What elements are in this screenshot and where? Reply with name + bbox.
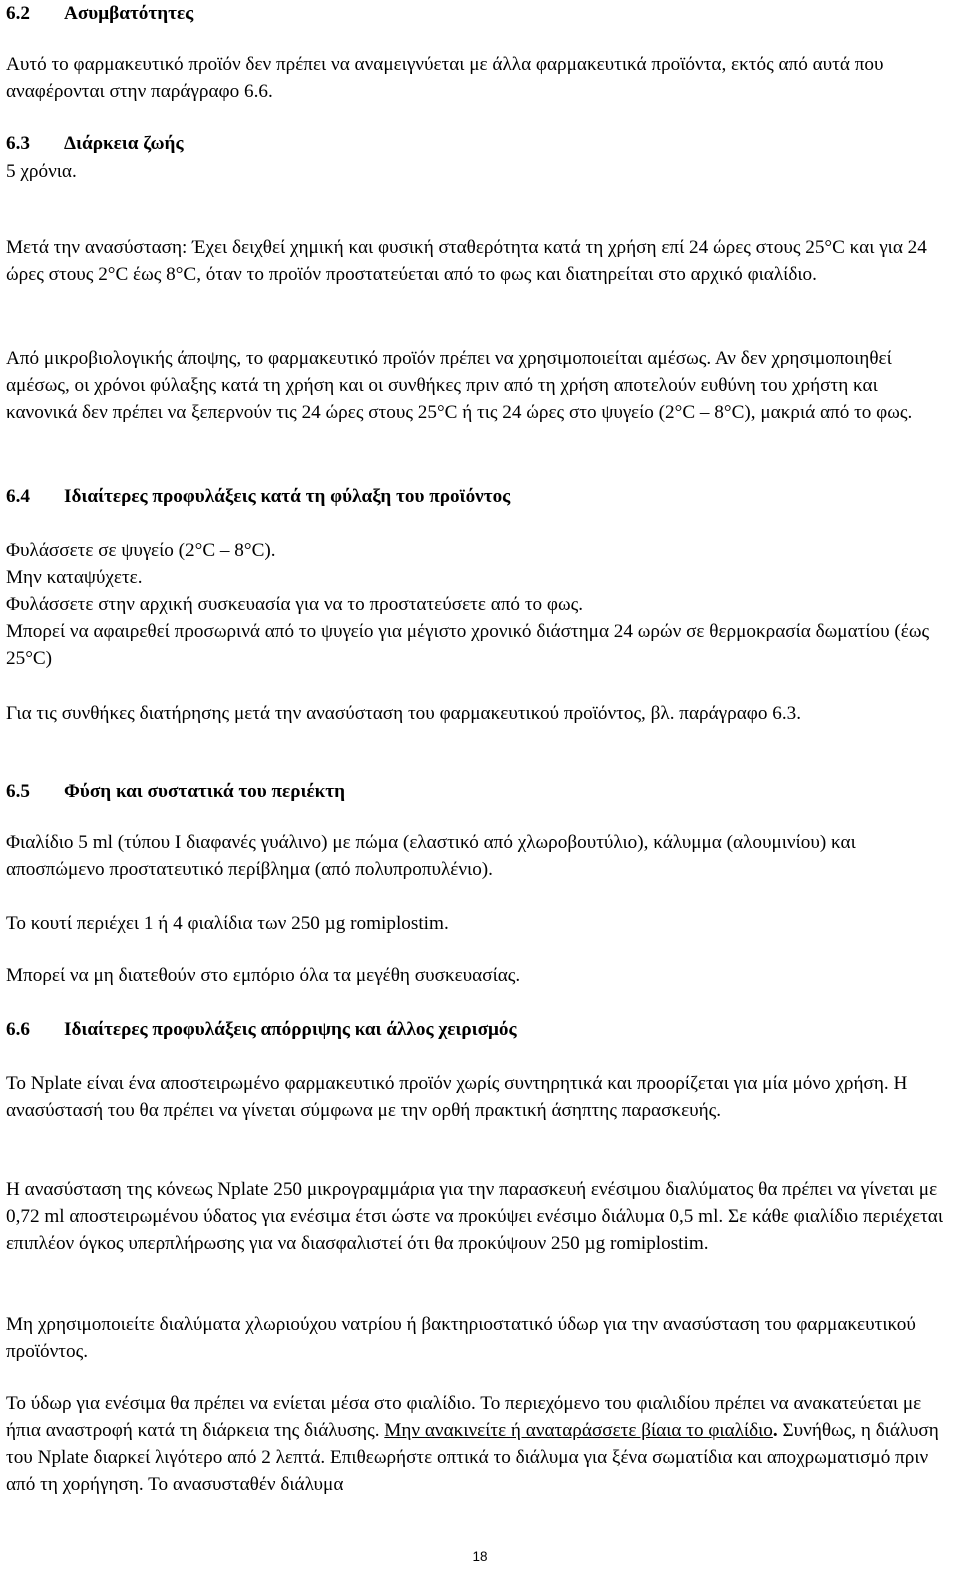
paragraph: Μπορεί να μη διατεθούν στο εμπόριο όλα τα μεγέθη συσκευασίας.	[6, 965, 521, 986]
section-heading-6-6	[6, 1016, 951, 1043]
paragraph: Το Nplate είναι ένα αποστειρωμένο φαρμακευτικό προϊόν χωρίς συντηρητικά και προορίζεται για μία μόνο χρήση. Η ανασύστασή του θα πρέπει να γίνεται σύμφωνα με την ορθή πρακτική άσηπτης παρασκευής.	[6, 1073, 908, 1121]
section-title: Ασυμβατότητες	[64, 3, 194, 24]
paragraph: Αυτό το φαρμακευτικό προϊόν δεν πρέπει να αναμειγνύεται με άλλα φαρμακευτικά προϊόντα, εκτός από αυτά που αναφέρονται στην παράγραφο 6.6.	[6, 54, 884, 102]
section-title: Διάρκεια ζωής	[64, 133, 184, 154]
page-number: 18	[472, 1549, 488, 1564]
section-title: Ιδιαίτερες προφυλάξεις κατά τη φύλαξη του προϊόντος	[64, 486, 511, 507]
text-run: Το ύδωρ για ενέσιμα θα πρέπει να ενίεται μέσα στο φιαλίδιο. Το περιεχόμενο του φιαλιδίου πρέπει να ανακατεύεται με ήπια αναστροφή κατά τη διάρκεια της διάλυσης.	[6, 1393, 922, 1441]
storage-instructions	[6, 537, 951, 672]
instruction-line: Μπορεί να αφαιρεθεί προσωρινά από το ψυγείο για μέγιστο χρονικό διάστημα 24 ωρών σε θερμοκρασία δωματίου (έως 25°C)	[6, 621, 930, 669]
section-number: 6.5	[6, 781, 30, 802]
paragraph: Φιαλίδιο 5 ml (τύπου I διαφανές γυάλινο) με πώμα (ελαστικό από χλωροβουτύλιο), κάλυμμα (αλουμινίου) και αποσπώμενο προστατευτικό περίβλημα (από πολυπροπυλένιο).	[6, 832, 856, 880]
section-heading-6-2	[6, 0, 951, 27]
paragraph: Μη χρησιμοποιείτε διαλύματα χλωριούχου νατρίου ή βακτηριοστατικό ύδωρ για την ανασύσταση του φαρμακευτικού προϊόντος.	[6, 1314, 916, 1362]
text-run: .	[772, 1420, 778, 1441]
section-number: 6.6	[6, 1019, 30, 1040]
underlined-warning: Μην ανακινείτε ή αναταράσσετε βίαια το φιαλίδιο	[384, 1420, 773, 1441]
instruction-line: Φυλάσσετε σε ψυγείο (2°C – 8°C).	[6, 540, 276, 561]
paragraph: Το κουτί περιέχει 1 ή 4 φιαλίδια των 250 µg romiplostim.	[6, 913, 449, 934]
paragraph: Από μικροβιολογικής άποψης, το φαρμακευτικό προϊόν πρέπει να χρησιμοποιείται αμέσως. Αν δεν χρησιμοποιηθεί αμέσως, οι χρόνοι φύλαξης κατά τη χρήση και οι συνθήκες πριν από τη χρήση αποτελούν ευθύνη του χρήστη και κανονικά δεν πρέπει να ξεπερνούν τις 24 ώρες στους 25°C ή τις 24 ώρες στο ψυγείο (2°C – 8°C), μακριά από το φως.	[6, 348, 913, 423]
text-run: Συνήθως, η διάλυση του Nplate διαρκεί λιγότερο από 2 λεπτά. Επιθεωρήστε οπτικά το διάλυμα για ξένα σωματίδια και αποχρωματισμό πριν από τη χορήγηση. Το ανασυσταθέν διάλυμα	[6, 1420, 939, 1495]
section-title: Φύση και συστατικά του περιέκτη	[64, 781, 346, 802]
instruction-line: Μην καταψύχετε.	[6, 567, 143, 588]
section-heading-6-3	[6, 130, 951, 157]
section-title: Ιδιαίτερες προφυλάξεις απόρριψης και άλλος χειρισμός	[64, 1019, 517, 1040]
paragraph	[6, 1390, 951, 1498]
section-heading-6-5	[6, 778, 951, 805]
paragraph: Για τις συνθήκες διατήρησης μετά την ανασύσταση του φαρμακευτικού προϊόντος, βλ. παράγραφο 6.3.	[6, 703, 802, 724]
paragraph: Η ανασύσταση της κόνεως Nplate 250 μικρογραμμάρια για την παρασκευή ενέσιμου διαλύματος θα πρέπει να γίνεται με 0,72 ml αποστειρωμένου ύδατος για ενέσιμα έτσι ώστε να προκύψει ενέσιμο διάλυμα 0,5 ml. Σε κάθε φιαλίδιο περιέχεται επιπλέον όγκος υπερπλήρωσης για να διασφαλιστεί ότι θα προκύψουν 250 µg romiplostim.	[6, 1179, 944, 1254]
section-heading-6-4	[6, 483, 951, 510]
instruction-line: Φυλάσσετε στην αρχική συσκευασία για να το προστατεύσετε από το φως.	[6, 594, 584, 615]
section-number: 6.2	[6, 3, 30, 24]
section-number: 6.3	[6, 133, 30, 154]
section-number: 6.4	[6, 486, 30, 507]
paragraph: 5 χρόνια.	[6, 161, 77, 182]
paragraph: Μετά την ανασύσταση: Έχει δειχθεί χημική και φυσική σταθερότητα κατά τη χρήση επί 24 ώρες στους 25°C και για 24 ώρες στους 2°C έως 8°C, όταν το προϊόν προστατεύεται από το φως και διατηρείται στο αρχικό φιαλίδιο.	[6, 237, 927, 285]
